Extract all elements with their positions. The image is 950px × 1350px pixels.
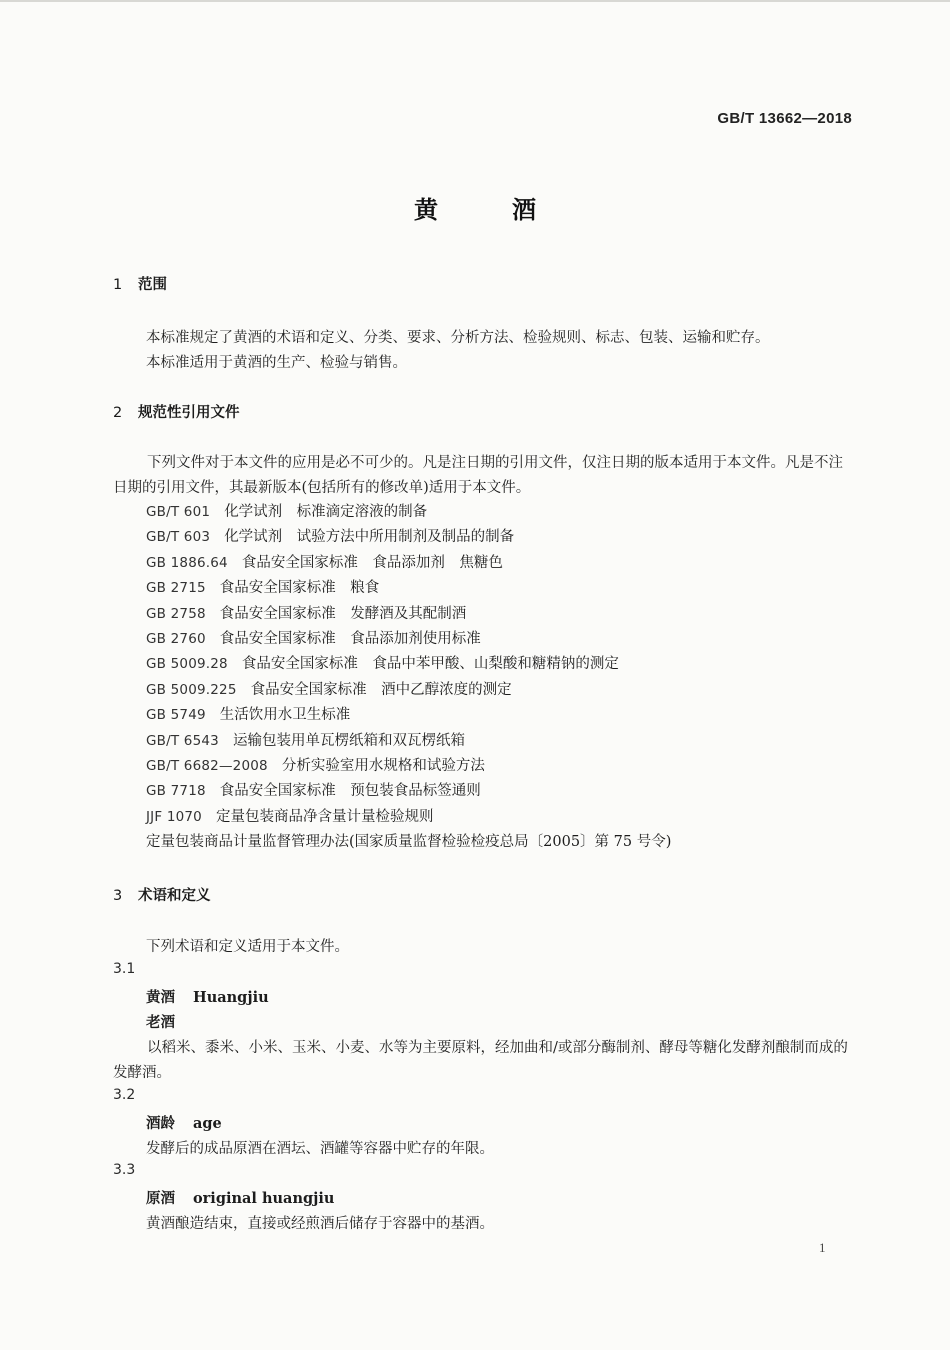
reference-code: JJF 1070 (146, 808, 202, 825)
reference-item (146, 805, 671, 830)
reference-title: 化学试剂 试验方法中所用制剂及制品的制备 (224, 529, 515, 546)
reference-item (146, 779, 671, 804)
section-title: 术语和定义 (138, 888, 211, 904)
section-title: 范围 (138, 277, 167, 293)
reference-code: GB 5009.28 (146, 656, 228, 673)
term-synonym: 老酒 (146, 1014, 175, 1031)
reference-title: 食品安全国家标准 食品添加剂使用标准 (219, 630, 481, 647)
section-3-heading (113, 884, 211, 905)
reference-code: GB 2715 (146, 580, 206, 597)
term-heading (146, 986, 269, 1007)
paragraph: 本标准规定了黄酒的术语和定义、分类、要求、分析方法、检验规则、标志、包装、运输和贮存。 (146, 330, 770, 346)
term-definition: 以稻米、黍米、小米、玉米、小麦、水等为主要原料，经加曲和/或部分酶制剂、酵母等糖化发酵剂酿制而成的发酵酒。 (113, 1040, 848, 1081)
term-heading (146, 1112, 222, 1133)
reference-item (146, 551, 671, 576)
section-1-heading (113, 273, 167, 294)
reference-title: 食品安全国家标准 酒中乙醇浓度的测定 (250, 681, 512, 698)
reference-title: 生活饮用水卫生标准 (219, 707, 351, 724)
reference-title: 分析实验室用水规格和试验方法 (281, 757, 485, 774)
reference-code: GB 5009.225 (146, 681, 237, 698)
section-number: 2 (113, 405, 123, 421)
reference-title: 运输包装用单瓦楞纸箱和双瓦楞纸箱 (232, 732, 465, 749)
reference-item (146, 576, 671, 601)
reference-title: 食品安全国家标准 粮食 (219, 580, 380, 597)
reference-item (146, 703, 671, 728)
section-title: 规范性引用文件 (138, 405, 240, 421)
term-number: 3.3 (113, 1162, 136, 1178)
reference-item (146, 678, 671, 703)
standard-code: GB/T 13662—2018 (717, 110, 852, 127)
reference-code: GB 7718 (146, 783, 206, 800)
reference-item (146, 652, 671, 677)
term-chinese: 酒龄 (146, 1115, 175, 1132)
reference-title: 食品安全国家标准 预包装食品标签通则 (219, 783, 481, 800)
reference-item (146, 602, 671, 627)
reference-code: GB/T 6682—2008 (146, 757, 268, 774)
section-2-heading (113, 401, 240, 422)
reference-item (146, 729, 671, 754)
reference-title: 食品安全国家标准 食品中苯甲酸、山梨酸和糖精钠的测定 (241, 656, 619, 673)
reference-title: 食品安全国家标准 发酵酒及其配制酒 (219, 605, 467, 622)
reference-title: 食品安全国家标准 食品添加剂 焦糖色 (241, 554, 503, 571)
paragraph: 下列术语和定义适用于本文件。 (146, 939, 349, 955)
term-definition: 发酵后的成品原酒在酒坛、酒罐等容器中贮存的年限。 (146, 1141, 494, 1157)
reference-item (146, 500, 671, 525)
reference-item (146, 627, 671, 652)
scan-edge (0, 0, 950, 2)
reference-code: GB 5749 (146, 707, 206, 724)
reference-code: GB/T 601 (146, 504, 211, 520)
reference-code: GB 2760 (146, 630, 206, 647)
paragraph: 下列文件对于本文件的应用是必不可少的。凡是注日期的引用文件，仅注日期的版本适用于本文件。凡是不注日期的引用文件，其最新版本(包括所有的修改单)适用于本文件。 (113, 455, 843, 496)
reference-code: GB 1886.64 (146, 554, 228, 571)
term-number: 3.2 (113, 1087, 136, 1103)
paragraph: 本标准适用于黄酒的生产、检验与销售。 (146, 355, 407, 371)
term-english: Huangjiu (193, 989, 269, 1006)
reference-title: 化学试剂 标准滴定溶液的制备 (224, 504, 428, 520)
reference-code: GB/T 6543 (146, 732, 219, 749)
section-number: 3 (113, 888, 123, 904)
term-heading (146, 1187, 334, 1208)
reference-item: 定量包装商品计量监督管理办法(国家质量监督检验检疫总局〔2005〕第 75 号令) (146, 834, 672, 851)
term-chinese: 黄酒 (146, 989, 175, 1006)
document-title: 黄酒 (414, 196, 610, 224)
term-english: age (193, 1115, 222, 1132)
term-chinese: 原酒 (146, 1190, 175, 1207)
reference-item (146, 754, 671, 779)
reference-list (146, 500, 671, 855)
reference-title: 定量包装商品净含量计量检验规则 (215, 808, 434, 825)
page-number: 1 (819, 1240, 826, 1255)
term-number: 3.1 (113, 961, 136, 977)
section-number: 1 (113, 277, 123, 293)
term-definition: 黄酒酿造结束，直接或经煎酒后储存于容器中的基酒。 (146, 1216, 494, 1232)
reference-code: GB 2758 (146, 605, 206, 622)
term-english: original huangjiu (193, 1190, 335, 1207)
reference-code: GB/T 603 (146, 529, 211, 546)
reference-item (146, 525, 671, 550)
